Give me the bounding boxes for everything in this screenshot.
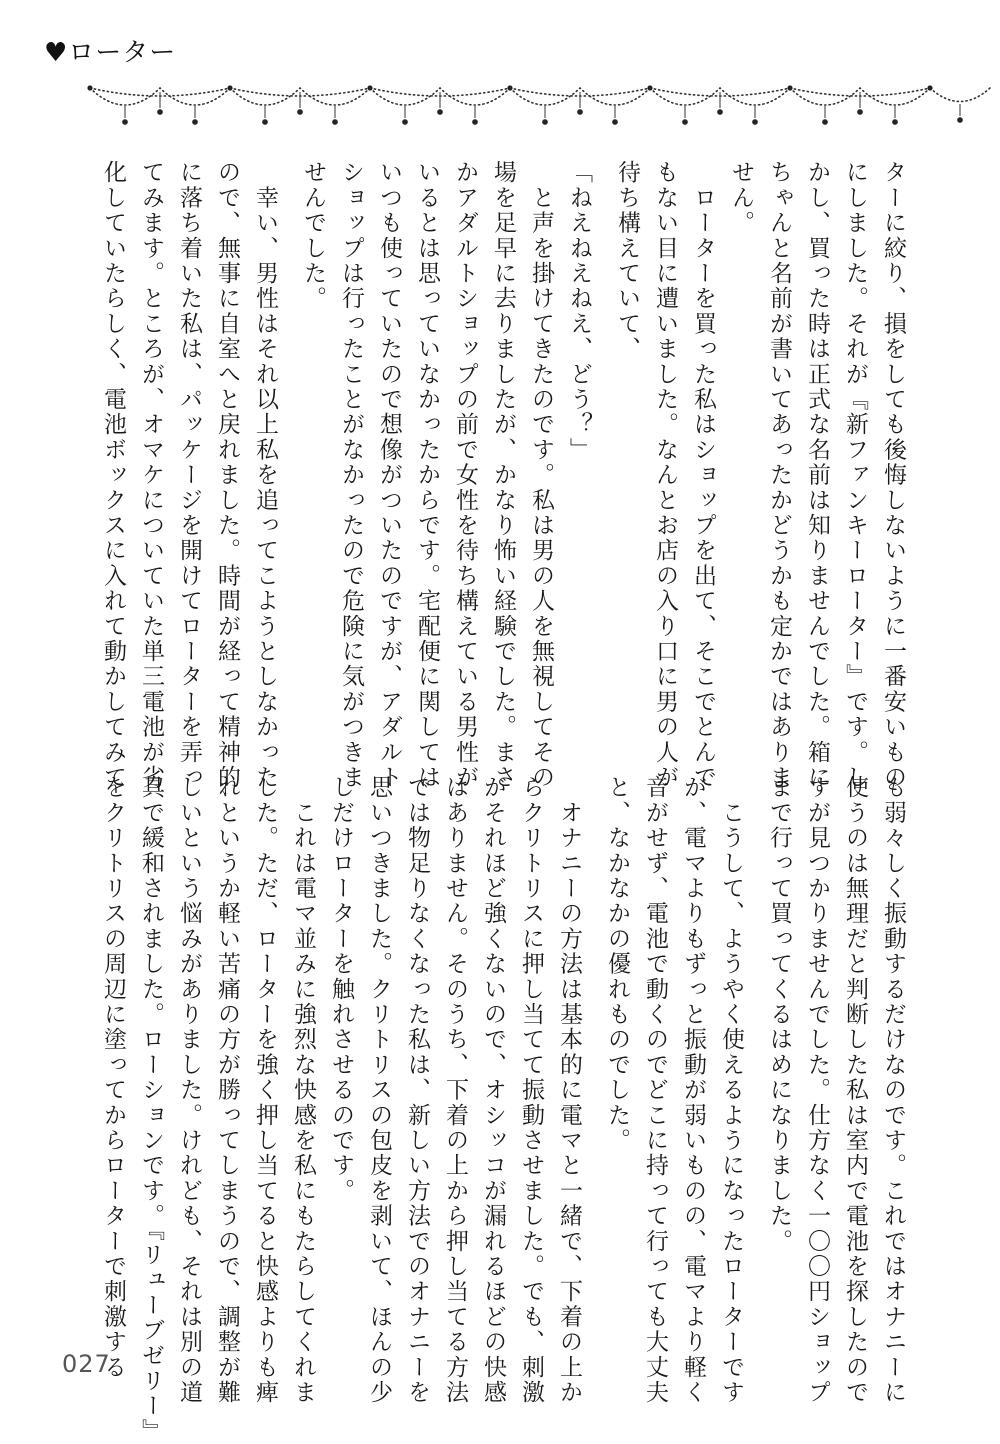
text-column: 「ねえねえねえ、どう？」 <box>566 160 592 463</box>
text-column: れというか軽い苦痛の方が勝ってしまうので、調整が難 <box>214 775 240 1405</box>
text-column: 音がせず、電池で動くのでどこに持って行っても大丈夫 <box>642 775 668 1405</box>
text-column: かし、買った時は正式な名前は知りませんでした。箱に <box>804 160 830 790</box>
text-column: では物足りなくなった私は、新しい方法でのオナニーを <box>404 775 430 1405</box>
text-column: した。ただ、ローターを強く押し当てると快感よりも痺 <box>252 775 278 1405</box>
text-column: ちゃんと名前が書いてあったかどうかも定かではありま <box>766 160 792 790</box>
text-column: らクリトリスに押し当てて振動させました。でも、刺激 <box>518 775 544 1405</box>
text-column: 具で緩和されました。ローションです。『リューブゼリー』 <box>138 775 164 1444</box>
text-column: 場を足早に去りましたが、かなり怖い経験でした。まさ <box>490 160 516 790</box>
text-column: ショップは行ったことがなかったので危険に気がつきま <box>338 160 364 790</box>
text-column: にしました。それが『新ファンキーローター』です。し <box>842 160 868 790</box>
text-column: 使うのは無理だと判断した私は室内で電池を探したので <box>842 775 868 1405</box>
text-column: もない目に遭いました。なんとお店の入り口に男の人が <box>652 160 678 791</box>
text-column: 幸い、男性はそれ以上私を追ってこようとしなかった <box>252 160 278 790</box>
text-column: ターに絞り、損をしても後悔しないように一番安いもの <box>880 160 906 790</box>
text-column: しいという悩みがありました。けれども、それは別の道 <box>176 775 202 1405</box>
text-column: すが見つかりませんでした。仕方なく一〇〇円ショップ <box>804 775 830 1405</box>
text-column: はありません。そのうち、下着の上から押し当てる方法 <box>442 775 468 1405</box>
text-column: かアダルトショップの前で女性を待ち構えている男性が <box>452 160 478 790</box>
text-column: がそれほど強くないので、オシッコが漏れるほどの快感 <box>480 775 506 1405</box>
text-column: しだけローターを触れさせるのです。 <box>328 775 354 1204</box>
text-column: いつも使っていたので想像がついたのですが、アダルト <box>376 160 402 790</box>
text-column: と声を掛けてきたのです。私は男の人を無視してその <box>528 160 554 791</box>
text-column: 思いつきました。クリトリスの包皮を剥いて、ほんの少 <box>366 775 392 1405</box>
page-number: 027 <box>62 1350 111 1378</box>
text-column: をクリトリスの周辺に塗ってからローターで刺激する <box>100 775 126 1380</box>
text-column: いるとは思っていなかったからです。宅配便に関しては <box>414 160 440 790</box>
text-column: せん。 <box>728 160 754 236</box>
text-column: も弱々しく振動するだけなのです。これではオナニーに <box>880 775 906 1405</box>
section-title: ♥ローター <box>44 38 177 68</box>
text-column: と、なかなかの優れものでした。 <box>604 775 630 1153</box>
text-column: てみます。ところが、オマケについていた単三電池が劣 <box>138 160 164 790</box>
text-column: が、電マよりもずっと振動が弱いものの、電マより軽く <box>680 775 706 1405</box>
section-header <box>44 32 176 69</box>
text-column: これは電マ並みに強烈な快感を私にもたらしてくれま <box>290 775 316 1405</box>
text-column: 待ち構えていて、 <box>614 160 640 362</box>
text-column: ので、無事に自室へと戻れました。時間が経って精神的 <box>214 160 240 790</box>
text-column: に落ち着いた私は、パッケージを開けてローターを弄っ <box>176 160 202 790</box>
text-column: まで行って買ってくるはめになりました。 <box>766 775 792 1254</box>
decorative-garland <box>80 70 1000 140</box>
text-column: せんでした。 <box>300 160 326 312</box>
text-column: ローターを買った私はショップを出て、そこでとんで <box>690 160 716 790</box>
text-column: オナニーの方法は基本的に電マと一緒で、下着の上か <box>556 775 582 1405</box>
text-column: こうして、ようやく使えるようになったローターです <box>718 775 744 1405</box>
text-column: 化していたらしく、電池ボックスに入れて動かしてみて <box>100 160 126 790</box>
